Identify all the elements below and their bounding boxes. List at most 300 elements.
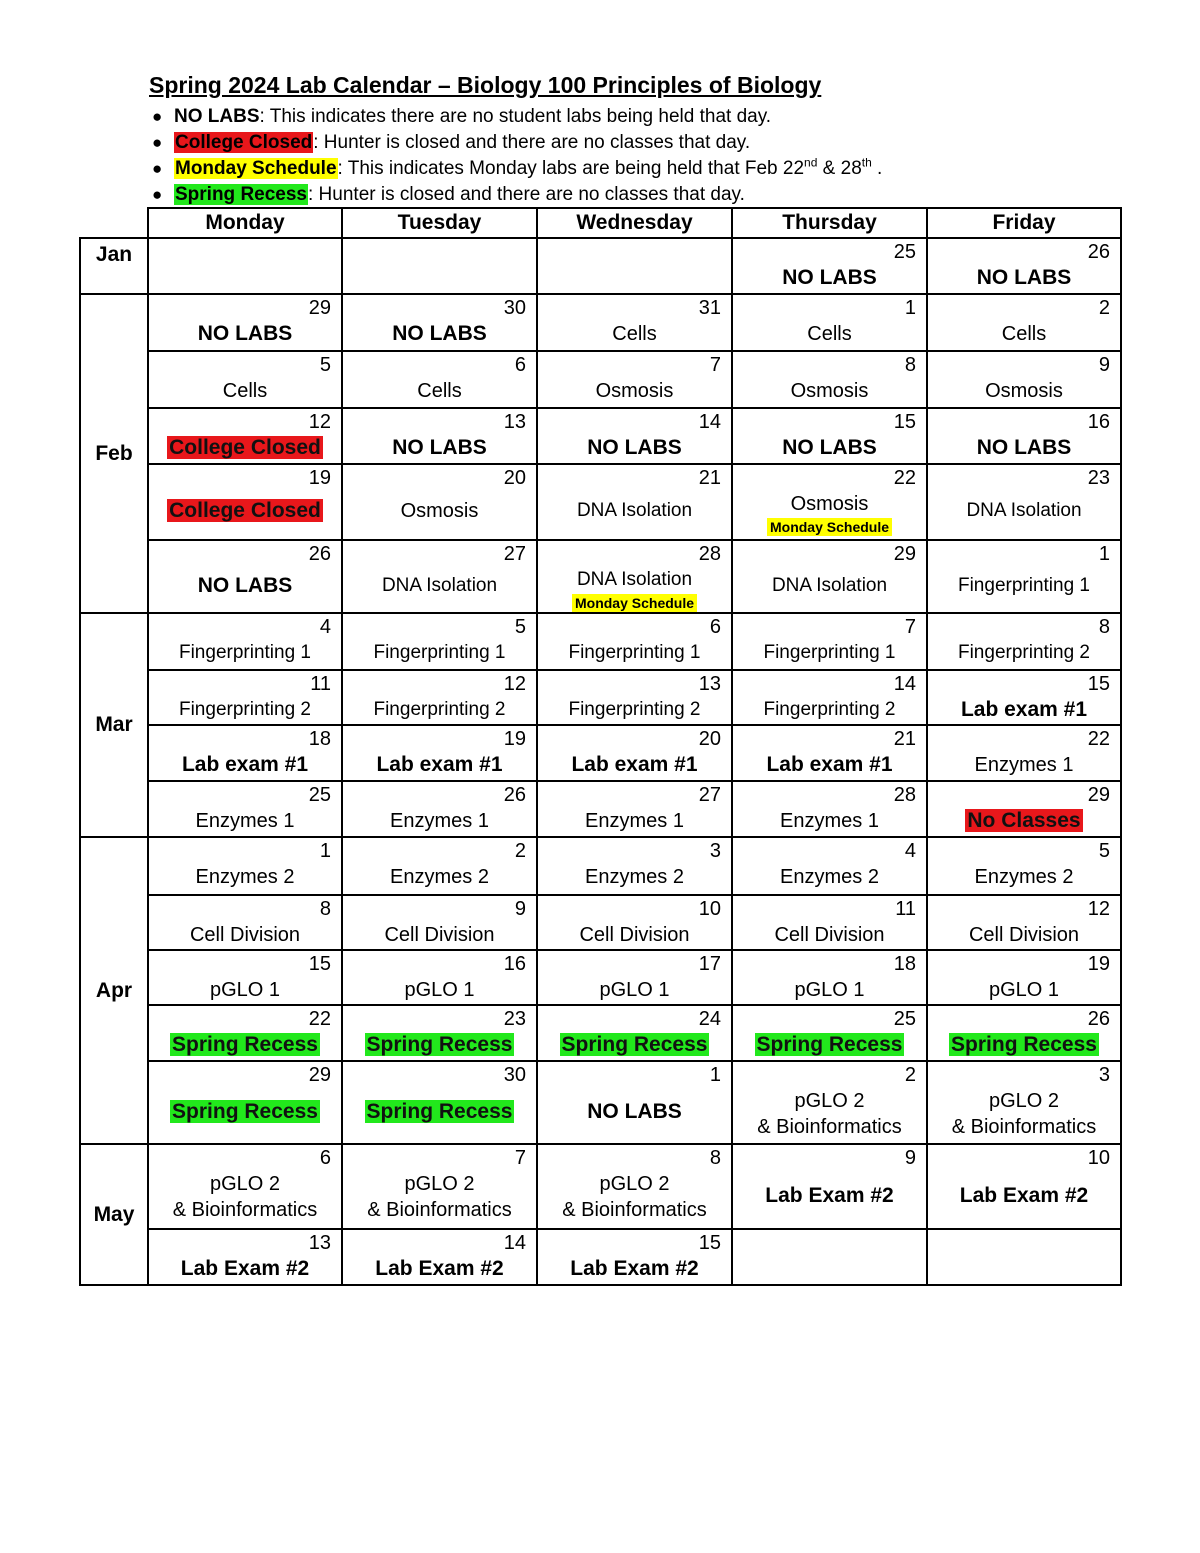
lab-activity: Cells bbox=[222, 380, 268, 402]
day-number: 12 bbox=[1087, 898, 1110, 920]
day-number: 9 bbox=[904, 1147, 916, 1169]
legend-sup: th bbox=[861, 155, 872, 170]
day-content bbox=[343, 752, 536, 778]
day-cell bbox=[342, 464, 537, 540]
day-cell bbox=[927, 781, 1121, 837]
header-friday: Friday bbox=[927, 208, 1121, 238]
day-number: 20 bbox=[503, 467, 526, 489]
day-cell bbox=[732, 725, 927, 781]
lab-activity: Enzymes 1 bbox=[780, 810, 879, 832]
recess-badge: Spring Recess bbox=[951, 1033, 1097, 1056]
month-label-may: May bbox=[80, 1144, 148, 1285]
lab-activity: DNA Isolation bbox=[966, 500, 1082, 521]
lab-activity: Fingerprinting 1 bbox=[373, 642, 506, 663]
day-number: 30 bbox=[503, 1064, 526, 1086]
header-monday: Monday bbox=[148, 208, 342, 238]
lab-activity: DNA Isolation bbox=[771, 574, 888, 596]
day-cell bbox=[342, 725, 537, 781]
lab-activity: NO LABS bbox=[976, 436, 1072, 459]
day-content bbox=[149, 922, 341, 948]
day-number: 2 bbox=[1098, 297, 1110, 319]
day-cell bbox=[732, 1061, 927, 1144]
day-number bbox=[928, 1230, 1120, 1256]
recess-badge: Spring Recess bbox=[756, 1033, 903, 1056]
day-cell bbox=[537, 540, 732, 613]
day-content bbox=[538, 1256, 731, 1282]
day-content bbox=[343, 573, 536, 599]
lab-activity: Osmosis bbox=[790, 493, 869, 515]
day-content bbox=[928, 1032, 1120, 1058]
lab-activity: NO LABS bbox=[197, 322, 293, 345]
lab-activity: & Bioinformatics bbox=[757, 1116, 902, 1138]
day-cell bbox=[537, 1229, 732, 1285]
day-content bbox=[343, 864, 536, 890]
day-number bbox=[343, 239, 536, 265]
day-number: 22 bbox=[893, 467, 916, 489]
day-content bbox=[538, 808, 731, 834]
calendar-week-row bbox=[80, 1144, 1121, 1229]
calendar-week-row bbox=[80, 781, 1121, 837]
status-label bbox=[149, 435, 341, 461]
day-cell bbox=[342, 1229, 537, 1285]
legend-term: College Closed bbox=[175, 132, 313, 153]
day-cell bbox=[732, 950, 927, 1005]
day-cell bbox=[148, 351, 342, 408]
lab-activity: Enzymes 2 bbox=[195, 866, 295, 888]
legend-text: : Hunter is closed and there are no classes that day. bbox=[308, 184, 745, 205]
day-cell bbox=[148, 238, 342, 294]
day-number: 28 bbox=[893, 784, 916, 806]
day-content bbox=[149, 498, 341, 524]
day-number: 9 bbox=[1098, 354, 1110, 376]
lab-activity: DNA Isolation bbox=[381, 574, 498, 596]
day-number: 30 bbox=[503, 297, 526, 319]
day-cell bbox=[148, 781, 342, 837]
corner-cell bbox=[80, 208, 148, 238]
day-content bbox=[343, 977, 536, 1003]
lab-activity: pGLO 1 bbox=[988, 979, 1060, 1001]
day-number: 21 bbox=[698, 467, 721, 489]
day-content bbox=[343, 435, 536, 461]
lab-activity: Enzymes 2 bbox=[974, 866, 1074, 888]
day-cell bbox=[342, 613, 537, 670]
day-number: 19 bbox=[308, 467, 331, 489]
day-cell bbox=[927, 950, 1121, 1005]
status-label bbox=[149, 498, 341, 524]
day-number: 16 bbox=[1087, 411, 1110, 433]
day-number: 11 bbox=[310, 673, 331, 695]
day-cell bbox=[537, 613, 732, 670]
lab-activity: Cell Division bbox=[968, 924, 1080, 946]
day-number: 25 bbox=[893, 241, 916, 263]
day-number: 15 bbox=[308, 953, 331, 975]
day-content bbox=[343, 640, 536, 666]
calendar-week-row bbox=[80, 294, 1121, 351]
calendar-week-row bbox=[80, 725, 1121, 781]
day-number: 5 bbox=[319, 354, 331, 376]
day-cell bbox=[927, 408, 1121, 464]
day-cell bbox=[732, 464, 927, 540]
lab-activity: pGLO 2 bbox=[599, 1173, 670, 1195]
calendar-week-row bbox=[80, 1005, 1121, 1061]
lab-activity: Cells bbox=[417, 380, 462, 402]
day-content bbox=[538, 922, 731, 948]
day-cell bbox=[732, 837, 927, 895]
day-content bbox=[928, 697, 1120, 723]
day-content bbox=[928, 808, 1120, 834]
legend-text: : Hunter is closed and there are no classes that day. bbox=[313, 132, 751, 153]
monday-schedule-badge: Monday Schedule bbox=[767, 518, 892, 536]
day-number: 27 bbox=[698, 784, 721, 806]
day-number: 4 bbox=[319, 616, 331, 638]
header-thursday: Thursday bbox=[732, 208, 927, 238]
day-content bbox=[343, 808, 536, 834]
day-content bbox=[149, 752, 341, 778]
day-content bbox=[538, 378, 731, 404]
day-content bbox=[733, 864, 926, 890]
day-content bbox=[538, 640, 731, 666]
lab-activity: Cell Division bbox=[774, 924, 885, 946]
day-content bbox=[928, 1088, 1120, 1140]
day-content bbox=[928, 265, 1120, 291]
day-number: 17 bbox=[698, 953, 721, 975]
day-number: 6 bbox=[319, 1147, 331, 1169]
lab-activity: NO LABS bbox=[782, 436, 877, 459]
closed-badge: College Closed bbox=[169, 499, 321, 522]
day-cell bbox=[148, 725, 342, 781]
day-cell bbox=[148, 837, 342, 895]
lab-activity: Osmosis bbox=[400, 500, 479, 522]
legend-text: : This indicates there are no student labs being held that day. bbox=[259, 106, 772, 127]
lab-activity: Cells bbox=[807, 323, 852, 345]
recess-badge: Spring Recess bbox=[172, 1033, 318, 1056]
schedule-note bbox=[538, 593, 731, 612]
day-content bbox=[733, 697, 926, 723]
lab-activity: pGLO 2 bbox=[209, 1173, 281, 1195]
lab-activity: Fingerprinting 2 bbox=[373, 699, 506, 720]
month-label-feb: Feb bbox=[80, 294, 148, 613]
status-label bbox=[343, 1099, 536, 1125]
day-number: 12 bbox=[503, 673, 526, 695]
recess-badge: Spring Recess bbox=[561, 1033, 708, 1056]
day-number: 29 bbox=[1087, 784, 1110, 806]
lab-activity: & Bioinformatics bbox=[172, 1199, 318, 1221]
lab-activity: Enzymes 1 bbox=[585, 810, 684, 832]
calendar-week-row bbox=[80, 1061, 1121, 1144]
day-cell bbox=[732, 351, 927, 408]
legend-term: NO LABS bbox=[174, 106, 260, 127]
day-number: 1 bbox=[904, 297, 916, 319]
lab-activity: Lab Exam #2 bbox=[570, 1257, 699, 1280]
day-cell bbox=[342, 670, 537, 725]
day-number: 9 bbox=[514, 898, 526, 920]
closed-badge: College Closed bbox=[169, 436, 321, 459]
day-content bbox=[733, 573, 926, 599]
lab-activity: Cells bbox=[612, 323, 657, 345]
bullet-icon: ● bbox=[152, 133, 163, 152]
lab-activity: NO LABS bbox=[392, 322, 487, 345]
day-content bbox=[928, 573, 1120, 599]
day-content bbox=[149, 1032, 341, 1058]
day-cell bbox=[342, 540, 537, 613]
day-cell bbox=[732, 540, 927, 613]
day-cell bbox=[927, 540, 1121, 613]
day-cell bbox=[537, 351, 732, 408]
day-content bbox=[149, 435, 341, 461]
day-number: 15 bbox=[1087, 673, 1110, 695]
lab-activity: pGLO 2 bbox=[404, 1173, 475, 1195]
day-content bbox=[538, 321, 731, 347]
legend-list bbox=[152, 104, 883, 208]
day-content bbox=[343, 1171, 536, 1223]
day-cell bbox=[148, 895, 342, 950]
day-cell bbox=[342, 408, 537, 464]
day-content bbox=[343, 1032, 536, 1058]
day-number: 22 bbox=[308, 1008, 331, 1030]
day-content bbox=[928, 498, 1120, 524]
lab-activity: Cell Division bbox=[384, 924, 495, 946]
day-cell bbox=[732, 408, 927, 464]
day-number: 13 bbox=[698, 673, 721, 695]
calendar-week-row bbox=[80, 895, 1121, 950]
day-cell bbox=[537, 895, 732, 950]
day-number: 14 bbox=[503, 1232, 526, 1254]
day-number: 18 bbox=[308, 728, 331, 750]
day-cell bbox=[927, 613, 1121, 670]
day-number: 26 bbox=[1087, 1008, 1110, 1030]
lab-activity: Lab Exam #2 bbox=[180, 1257, 310, 1280]
day-cell bbox=[537, 670, 732, 725]
recess-badge: Spring Recess bbox=[366, 1033, 513, 1056]
day-cell bbox=[537, 950, 732, 1005]
lab-activity: Fingerprinting 2 bbox=[763, 699, 896, 720]
calendar-week-row bbox=[80, 351, 1121, 408]
lab-activity: Osmosis bbox=[790, 380, 869, 402]
day-number: 29 bbox=[308, 297, 331, 319]
lab-activity: Enzymes 1 bbox=[195, 810, 295, 832]
day-number: 8 bbox=[709, 1147, 721, 1169]
header-tuesday: Tuesday bbox=[342, 208, 537, 238]
lab-activity: NO LABS bbox=[587, 1099, 682, 1123]
day-content bbox=[149, 321, 341, 347]
day-content bbox=[343, 922, 536, 948]
day-number: 2 bbox=[514, 840, 526, 862]
day-cell bbox=[732, 294, 927, 351]
lab-activity: Lab exam #1 bbox=[960, 698, 1088, 721]
legend-item-monday-schedule bbox=[152, 155, 883, 182]
day-cell bbox=[342, 294, 537, 351]
calendar-week-row bbox=[80, 540, 1121, 613]
day-number: 23 bbox=[503, 1008, 526, 1030]
legend-item-no-labs bbox=[152, 104, 882, 130]
day-number: 16 bbox=[503, 953, 526, 975]
day-content bbox=[343, 498, 536, 524]
lab-activity: pGLO 1 bbox=[209, 979, 281, 1001]
day-cell bbox=[537, 238, 732, 294]
day-cell bbox=[732, 1005, 927, 1061]
day-content bbox=[733, 321, 926, 347]
day-cell bbox=[732, 613, 927, 670]
day-content bbox=[928, 752, 1120, 778]
calendar-week-row bbox=[80, 613, 1121, 670]
day-content bbox=[538, 498, 731, 524]
day-number bbox=[149, 239, 341, 265]
legend-text: . bbox=[871, 158, 883, 179]
day-cell bbox=[927, 725, 1121, 781]
day-number: 12 bbox=[308, 411, 331, 433]
day-cell bbox=[342, 837, 537, 895]
day-number: 26 bbox=[503, 784, 526, 806]
header-wednesday: Wednesday bbox=[537, 208, 732, 238]
day-cell bbox=[927, 837, 1121, 895]
day-cell bbox=[537, 408, 732, 464]
day-number: 7 bbox=[709, 354, 721, 376]
lab-activity: Enzymes 2 bbox=[780, 866, 879, 888]
day-cell bbox=[732, 238, 927, 294]
day-content bbox=[343, 378, 536, 404]
month-label-mar: Mar bbox=[80, 613, 148, 837]
day-content bbox=[149, 1099, 341, 1125]
day-cell bbox=[342, 238, 537, 294]
day-cell bbox=[927, 351, 1121, 408]
calendar-table bbox=[79, 207, 1122, 1286]
header-row bbox=[80, 208, 1121, 238]
day-number: 28 bbox=[698, 543, 721, 565]
day-cell bbox=[148, 1061, 342, 1144]
day-number: 14 bbox=[698, 411, 721, 433]
day-number: 31 bbox=[698, 297, 721, 319]
lab-activity: Fingerprinting 2 bbox=[178, 699, 312, 720]
lab-activity: pGLO 1 bbox=[794, 979, 865, 1001]
day-content bbox=[928, 864, 1120, 890]
day-cell bbox=[927, 1005, 1121, 1061]
closed-badge: No Classes bbox=[967, 809, 1081, 832]
lab-activity: Lab exam #1 bbox=[766, 753, 893, 776]
day-cell bbox=[537, 1144, 732, 1229]
status-label bbox=[733, 1032, 926, 1058]
lab-activity: Enzymes 1 bbox=[974, 754, 1074, 776]
day-content bbox=[538, 864, 731, 890]
lab-activity: Fingerprinting 1 bbox=[568, 642, 701, 663]
day-cell bbox=[732, 895, 927, 950]
month-label-apr: Apr bbox=[80, 837, 148, 1144]
status-label bbox=[538, 1032, 731, 1058]
day-number bbox=[538, 239, 731, 265]
day-cell bbox=[927, 670, 1121, 725]
calendar-week-row bbox=[80, 408, 1121, 464]
day-cell bbox=[148, 670, 342, 725]
day-number: 26 bbox=[308, 543, 331, 565]
day-cell bbox=[148, 540, 342, 613]
day-content bbox=[149, 697, 341, 723]
lab-activity: DNA Isolation bbox=[576, 500, 693, 521]
day-content bbox=[928, 378, 1120, 404]
lab-activity: pGLO 2 bbox=[988, 1090, 1060, 1112]
day-cell bbox=[537, 837, 732, 895]
day-cell bbox=[927, 895, 1121, 950]
day-content bbox=[733, 1032, 926, 1058]
day-cell bbox=[148, 1144, 342, 1229]
status-label bbox=[149, 1032, 341, 1058]
day-content bbox=[343, 321, 536, 347]
day-number: 22 bbox=[1087, 728, 1110, 750]
day-number: 8 bbox=[1098, 616, 1110, 638]
day-content bbox=[928, 977, 1120, 1003]
lab-activity: & Bioinformatics bbox=[562, 1199, 707, 1221]
day-number: 25 bbox=[308, 784, 331, 806]
day-content bbox=[149, 1171, 341, 1223]
day-cell bbox=[148, 294, 342, 351]
lab-activity: Enzymes 2 bbox=[585, 866, 684, 888]
day-cell bbox=[927, 238, 1121, 294]
lab-activity: DNA Isolation bbox=[576, 569, 693, 590]
day-number: 20 bbox=[698, 728, 721, 750]
calendar-week-row bbox=[80, 670, 1121, 725]
lab-activity: NO LABS bbox=[392, 436, 487, 459]
day-content bbox=[149, 573, 341, 599]
day-number: 3 bbox=[709, 840, 721, 862]
status-label bbox=[149, 1099, 341, 1125]
schedule-note bbox=[733, 517, 926, 536]
day-content bbox=[733, 378, 926, 404]
day-content bbox=[733, 1183, 926, 1209]
day-content bbox=[538, 1099, 731, 1125]
lab-activity: Osmosis bbox=[985, 380, 1063, 402]
day-number: 25 bbox=[893, 1008, 916, 1030]
day-number: 27 bbox=[503, 543, 526, 565]
day-cell bbox=[148, 1229, 342, 1285]
day-cell bbox=[927, 1229, 1121, 1285]
day-content bbox=[343, 1256, 536, 1282]
lab-activity: NO LABS bbox=[587, 436, 682, 459]
day-number: 10 bbox=[698, 898, 721, 920]
lab-activity: Fingerprinting 1 bbox=[763, 642, 896, 663]
legend-text: & 28 bbox=[817, 158, 862, 179]
day-cell bbox=[927, 294, 1121, 351]
day-cell bbox=[537, 294, 732, 351]
lab-activity: Cell Division bbox=[579, 924, 690, 946]
day-number: 8 bbox=[904, 354, 916, 376]
day-content bbox=[733, 640, 926, 666]
bullet-icon: ● bbox=[152, 107, 163, 126]
legend-sup: nd bbox=[804, 155, 818, 170]
monday-schedule-badge: Monday Schedule bbox=[572, 594, 697, 612]
day-cell bbox=[537, 725, 732, 781]
day-number: 8 bbox=[319, 898, 331, 920]
legend-term: Monday Schedule bbox=[175, 158, 337, 179]
day-number bbox=[733, 1230, 926, 1256]
day-cell bbox=[732, 781, 927, 837]
lab-activity: NO LABS bbox=[782, 266, 877, 289]
day-cell bbox=[537, 1061, 732, 1144]
day-cell bbox=[342, 1005, 537, 1061]
day-content bbox=[733, 265, 926, 291]
day-number: 18 bbox=[893, 953, 916, 975]
lab-activity: Fingerprinting 1 bbox=[178, 642, 312, 663]
day-cell bbox=[927, 1061, 1121, 1144]
day-number: 15 bbox=[893, 411, 916, 433]
day-number: 5 bbox=[514, 616, 526, 638]
lab-activity: Fingerprinting 2 bbox=[957, 642, 1091, 663]
day-content bbox=[343, 1099, 536, 1125]
lab-activity: Enzymes 1 bbox=[390, 810, 489, 832]
day-content bbox=[733, 977, 926, 1003]
day-cell bbox=[537, 1005, 732, 1061]
day-content bbox=[149, 808, 341, 834]
legend-text: : This indicates Monday labs are being held that Feb 22 bbox=[337, 158, 805, 179]
day-number: 7 bbox=[904, 616, 916, 638]
day-number: 1 bbox=[319, 840, 331, 862]
